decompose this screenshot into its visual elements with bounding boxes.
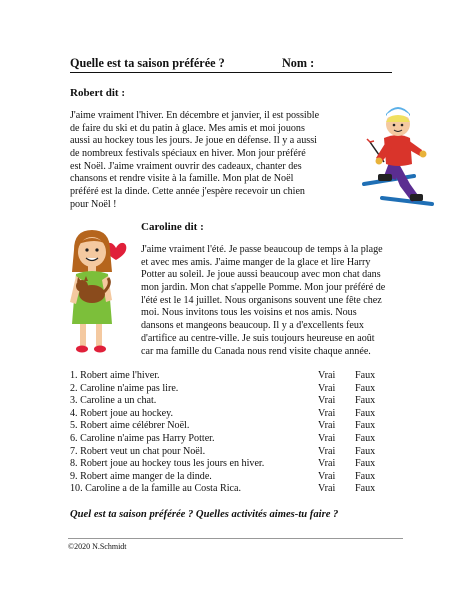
robert-line: chansons et rendre visite à la famille. Mon plat de Noël	[70, 173, 294, 185]
caroline-line: Potter au soleil. Je joue aussi beaucoup avec mon chat dans	[141, 269, 381, 281]
robert-line: aussi au hockey tous les jours. Je joue en défense. Il y a aussi	[70, 135, 317, 147]
footer-divider	[68, 538, 403, 539]
quiz-question: 6. Caroline n'aime pas Harry Potter.	[70, 433, 215, 444]
name-label: Nom :	[282, 56, 315, 70]
quiz-question: 9. Robert aime manger de la dinde.	[70, 470, 212, 482]
faux-option[interactable]: Faux	[355, 420, 376, 432]
robert-line: préféré est la dinde. Cette année j'espère recevoir un chien	[70, 186, 305, 198]
skier-boy-illustration	[362, 102, 442, 210]
caroline-line: d'artifice au centre-ville. Je suis toujours heureuse en août	[141, 332, 375, 344]
vrai-option[interactable]: Vrai	[318, 407, 336, 419]
caroline-line: mon jardin. Mon chat s'appelle Pomme. Mon jour préféré de	[141, 282, 386, 294]
vrai-option[interactable]: Vrai	[318, 458, 336, 470]
caroline-girl-illustration	[66, 228, 132, 356]
caroline-line: et avec mes amis. J'aime manger de la glace et lire Harry	[141, 256, 371, 268]
quiz-row	[70, 483, 390, 496]
quiz-row	[70, 395, 390, 408]
caroline-line: l'été est le 14 juillet. Nous organisons souvent une fête chez	[141, 294, 382, 306]
robert-line: de faire du ski et du patin à glace. Mes amis et moi jouons	[70, 122, 305, 134]
faux-option[interactable]: Faux	[355, 483, 376, 495]
quiz-row	[70, 420, 390, 433]
vrai-option[interactable]: Vrai	[318, 483, 336, 495]
vrai-option[interactable]: Vrai	[318, 370, 336, 381]
vrai-option[interactable]: Vrai	[318, 395, 336, 407]
quiz-question: 1. Robert aime l'hiver.	[70, 370, 160, 381]
caroline-line: J'aime vraiment l'été. Je passe beaucoup de temps à la plage	[141, 244, 383, 255]
quiz-row	[70, 471, 390, 484]
final-question: Quel est ta saison préférée ? Quelles activités aimes-tu faire ?	[70, 509, 339, 520]
vrai-option[interactable]: Vrai	[318, 382, 336, 394]
caroline-line: car ma famille du Canada nous rend visite chaque année.	[141, 345, 371, 357]
faux-option[interactable]: Faux	[355, 445, 376, 457]
worksheet-title-bar	[70, 56, 392, 73]
faux-option[interactable]: Faux	[355, 433, 376, 444]
faux-option[interactable]: Faux	[355, 458, 376, 470]
caroline-line: moi. Nous invitons tous les voisins et nos amis. Nous	[141, 307, 357, 319]
quiz-question: 4. Robert joue au hockey.	[70, 407, 174, 419]
robert-heading: Robert dit :	[70, 87, 125, 99]
quiz-question: 3. Caroline a un chat.	[70, 395, 157, 407]
faux-option[interactable]: Faux	[355, 395, 376, 407]
quiz-question: 8. Robert joue au hockey tous les jours en hiver.	[70, 458, 265, 470]
page-title: Quelle est ta saison préférée ?	[70, 56, 225, 70]
quiz-question: 10. Caroline a de la famille au Costa Rica.	[70, 483, 241, 495]
quiz-question: 2. Caroline n'aime pas lire.	[70, 382, 179, 394]
faux-option[interactable]: Faux	[355, 382, 376, 394]
vrai-option[interactable]: Vrai	[318, 470, 336, 482]
faux-option[interactable]: Faux	[355, 407, 376, 419]
robert-line: J'aime vraiment l'hiver. En décembre et janvier, il est possible	[70, 110, 320, 121]
robert-line: de nombreux festivals spéciaux en hiver. Mon jour préféré	[70, 148, 306, 160]
quiz-row	[70, 458, 390, 471]
quiz-question: 5. Robert aime célébrer Noël.	[70, 420, 190, 432]
quiz-row	[70, 370, 390, 383]
vrai-option[interactable]: Vrai	[318, 420, 336, 432]
quiz-row	[70, 446, 390, 459]
quiz-row	[70, 408, 390, 421]
robert-line: est Noël. J'aime vraiment ouvrir des cadeaux, chanter des	[70, 160, 302, 172]
robert-line: pour Noël !	[70, 198, 117, 210]
copyright-footer: ©2020 N.Schmidt	[68, 542, 127, 551]
caroline-heading: Caroline dit :	[141, 221, 204, 233]
caroline-paragraph	[141, 244, 385, 358]
quiz-row	[70, 433, 390, 446]
quiz-row	[70, 383, 390, 396]
vrai-option[interactable]: Vrai	[318, 445, 336, 457]
faux-option[interactable]: Faux	[355, 370, 376, 381]
faux-option[interactable]: Faux	[355, 470, 376, 482]
vrai-option[interactable]: Vrai	[318, 433, 336, 444]
quiz-question: 7. Robert veut un chat pour Noël.	[70, 445, 206, 457]
robert-paragraph	[70, 110, 319, 212]
caroline-line: dansons et mangeons beaucoup. Il y a d'excellents feux	[141, 320, 364, 332]
